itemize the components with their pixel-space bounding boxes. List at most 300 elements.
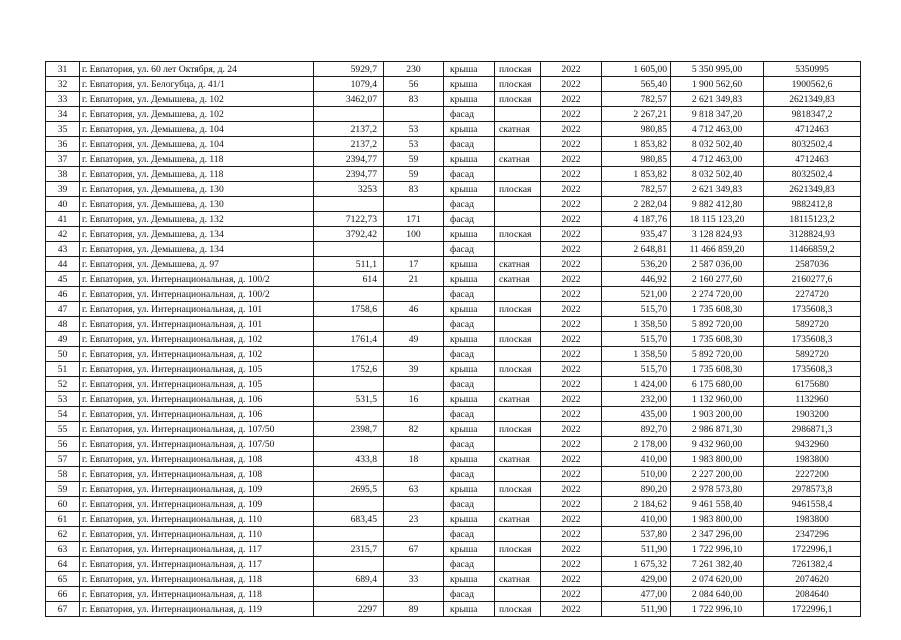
element-cell: крыша — [444, 572, 495, 587]
total-cell: 4712463 — [764, 152, 861, 167]
year-cell: 2022 — [541, 212, 602, 227]
table-row — [46, 527, 861, 542]
year-cell: 2022 — [541, 92, 602, 107]
cost-cell: 1 722 996,10 — [671, 602, 764, 617]
cost-cell: 2 347 296,00 — [671, 527, 764, 542]
year-cell: 2022 — [541, 242, 602, 257]
element-cell: фасад — [444, 497, 495, 512]
cost-cell: 4 712 463,00 — [671, 122, 764, 137]
row-number-cell: 55 — [46, 422, 80, 437]
cost-cell: 6 175 680,00 — [671, 377, 764, 392]
area-cell — [314, 557, 384, 572]
element-cell: крыша — [444, 182, 495, 197]
table-row — [46, 182, 861, 197]
cost-cell: 11 466 859,20 — [671, 242, 764, 257]
cost-cell: 2 084 640,00 — [671, 587, 764, 602]
year-cell: 2022 — [541, 197, 602, 212]
address-cell: г. Евпатория, ул. Интернациональная, д. 106 — [80, 392, 314, 407]
address-cell: г. Евпатория, ул. Интернациональная, д. 106 — [80, 407, 314, 422]
cost-cell: 2 227 200,00 — [671, 467, 764, 482]
cost-cell: 5 892 720,00 — [671, 317, 764, 332]
unit-price-cell: 935,47 — [602, 227, 671, 242]
total-cell: 1722996,1 — [764, 602, 861, 617]
total-cell: 2978573,8 — [764, 482, 861, 497]
flats-count-cell: 23 — [384, 512, 444, 527]
flats-count-cell — [384, 437, 444, 452]
area-cell — [314, 317, 384, 332]
row-number-cell: 58 — [46, 467, 80, 482]
table-row — [46, 587, 861, 602]
roof-type-cell: плоская — [495, 422, 541, 437]
table-row — [46, 137, 861, 152]
table-body — [46, 62, 861, 617]
row-number-cell: 39 — [46, 182, 80, 197]
area-cell: 7122,73 — [314, 212, 384, 227]
cost-cell: 2 621 349,83 — [671, 92, 764, 107]
roof-type-cell — [495, 212, 541, 227]
area-cell — [314, 287, 384, 302]
roof-type-cell — [495, 527, 541, 542]
area-cell: 2137,2 — [314, 122, 384, 137]
cost-cell: 1 735 608,30 — [671, 302, 764, 317]
flats-count-cell: 59 — [384, 167, 444, 182]
area-cell: 1752,6 — [314, 362, 384, 377]
roof-type-cell: плоская — [495, 602, 541, 617]
table-row — [46, 227, 861, 242]
total-cell: 2227200 — [764, 467, 861, 482]
roof-type-cell — [495, 347, 541, 362]
table-row — [46, 92, 861, 107]
total-cell: 9882412,8 — [764, 197, 861, 212]
table-row — [46, 317, 861, 332]
row-number-cell: 65 — [46, 572, 80, 587]
element-cell: крыша — [444, 482, 495, 497]
area-cell: 1758,6 — [314, 302, 384, 317]
area-cell: 531,5 — [314, 392, 384, 407]
year-cell: 2022 — [541, 497, 602, 512]
total-cell: 8032502,4 — [764, 167, 861, 182]
unit-price-cell: 511,90 — [602, 542, 671, 557]
row-number-cell: 44 — [46, 257, 80, 272]
flats-count-cell: 82 — [384, 422, 444, 437]
roof-type-cell: плоская — [495, 332, 541, 347]
cost-cell: 3 128 824,93 — [671, 227, 764, 242]
roof-type-cell: плоская — [495, 227, 541, 242]
unit-price-cell: 537,80 — [602, 527, 671, 542]
row-number-cell: 52 — [46, 377, 80, 392]
area-cell — [314, 437, 384, 452]
table-row — [46, 77, 861, 92]
row-number-cell: 46 — [46, 287, 80, 302]
total-cell: 2074620 — [764, 572, 861, 587]
flats-count-cell — [384, 347, 444, 362]
flats-count-cell — [384, 407, 444, 422]
address-cell: г. Евпатория, ул. Интернациональная, д. 105 — [80, 377, 314, 392]
element-cell: фасад — [444, 437, 495, 452]
cost-cell: 8 032 502,40 — [671, 167, 764, 182]
year-cell: 2022 — [541, 287, 602, 302]
flats-count-cell: 56 — [384, 77, 444, 92]
address-cell: г. Евпатория, ул. Интернациональная, д. 108 — [80, 467, 314, 482]
unit-price-cell: 515,70 — [602, 332, 671, 347]
year-cell: 2022 — [541, 227, 602, 242]
cost-cell: 9 882 412,80 — [671, 197, 764, 212]
roof-type-cell: скатная — [495, 122, 541, 137]
total-cell: 2587036 — [764, 257, 861, 272]
total-cell: 2621349,83 — [764, 182, 861, 197]
total-cell: 1132960 — [764, 392, 861, 407]
cost-cell: 2 978 573,80 — [671, 482, 764, 497]
year-cell: 2022 — [541, 407, 602, 422]
roof-type-cell — [495, 287, 541, 302]
element-cell: крыша — [444, 227, 495, 242]
row-number-cell: 66 — [46, 587, 80, 602]
address-cell: г. Евпатория, ул. Интернациональная, д. 118 — [80, 572, 314, 587]
unit-price-cell: 782,57 — [602, 92, 671, 107]
roof-type-cell — [495, 242, 541, 257]
row-number-cell: 56 — [46, 437, 80, 452]
flats-count-cell: 39 — [384, 362, 444, 377]
area-cell — [314, 407, 384, 422]
element-cell: фасад — [444, 137, 495, 152]
area-cell: 2398,7 — [314, 422, 384, 437]
table-row — [46, 437, 861, 452]
total-cell: 1722996,1 — [764, 542, 861, 557]
unit-price-cell: 429,00 — [602, 572, 671, 587]
year-cell: 2022 — [541, 527, 602, 542]
cost-cell: 5 892 720,00 — [671, 347, 764, 362]
total-cell: 9432960 — [764, 437, 861, 452]
year-cell: 2022 — [541, 182, 602, 197]
year-cell: 2022 — [541, 347, 602, 362]
flats-count-cell: 18 — [384, 452, 444, 467]
address-cell: г. Евпатория, ул. Демышева, д. 134 — [80, 227, 314, 242]
roof-type-cell: плоская — [495, 92, 541, 107]
roof-type-cell: плоская — [495, 362, 541, 377]
address-cell: г. Евпатория, ул. Демышева, д. 118 — [80, 167, 314, 182]
cost-cell: 1 903 200,00 — [671, 407, 764, 422]
total-cell: 2160277,6 — [764, 272, 861, 287]
element-cell: крыша — [444, 362, 495, 377]
table-row — [46, 197, 861, 212]
table-row — [46, 152, 861, 167]
roof-type-cell — [495, 317, 541, 332]
unit-price-cell: 980,85 — [602, 152, 671, 167]
table-row — [46, 482, 861, 497]
area-cell: 433,8 — [314, 452, 384, 467]
cost-cell: 2 587 036,00 — [671, 257, 764, 272]
flats-count-cell: 53 — [384, 137, 444, 152]
area-cell: 689,4 — [314, 572, 384, 587]
unit-price-cell: 1 675,32 — [602, 557, 671, 572]
row-number-cell: 32 — [46, 77, 80, 92]
unit-price-cell: 1 358,50 — [602, 317, 671, 332]
table-row — [46, 452, 861, 467]
element-cell: фасад — [444, 212, 495, 227]
row-number-cell: 36 — [46, 137, 80, 152]
unit-price-cell: 515,70 — [602, 302, 671, 317]
roof-type-cell — [495, 557, 541, 572]
flats-count-cell — [384, 317, 444, 332]
area-cell — [314, 107, 384, 122]
area-cell — [314, 467, 384, 482]
year-cell: 2022 — [541, 512, 602, 527]
roof-type-cell — [495, 497, 541, 512]
total-cell: 1983800 — [764, 452, 861, 467]
table-row — [46, 407, 861, 422]
table-row — [46, 332, 861, 347]
year-cell: 2022 — [541, 557, 602, 572]
total-cell: 9461558,4 — [764, 497, 861, 512]
row-number-cell: 63 — [46, 542, 80, 557]
year-cell: 2022 — [541, 332, 602, 347]
cost-cell: 2 621 349,83 — [671, 182, 764, 197]
address-cell: г. Евпатория, ул. Интернациональная, д. 100/2 — [80, 287, 314, 302]
element-cell: крыша — [444, 77, 495, 92]
table-row — [46, 467, 861, 482]
address-cell: г. Евпатория, ул. Демышева, д. 134 — [80, 242, 314, 257]
element-cell: крыша — [444, 422, 495, 437]
row-number-cell: 57 — [46, 452, 80, 467]
area-cell: 683,45 — [314, 512, 384, 527]
unit-price-cell: 1 358,50 — [602, 347, 671, 362]
roof-type-cell — [495, 587, 541, 602]
cost-cell: 8 032 502,40 — [671, 137, 764, 152]
cost-cell: 9 818 347,20 — [671, 107, 764, 122]
roof-type-cell: плоская — [495, 542, 541, 557]
element-cell: крыша — [444, 332, 495, 347]
element-cell: фасад — [444, 557, 495, 572]
roof-type-cell: скатная — [495, 257, 541, 272]
element-cell: фасад — [444, 107, 495, 122]
row-number-cell: 38 — [46, 167, 80, 182]
cost-cell: 1 735 608,30 — [671, 332, 764, 347]
element-cell: фасад — [444, 287, 495, 302]
unit-price-cell: 782,57 — [602, 182, 671, 197]
roof-type-cell — [495, 137, 541, 152]
unit-price-cell: 521,00 — [602, 287, 671, 302]
address-cell: г. Евпатория, ул. Интернациональная, д. 117 — [80, 542, 314, 557]
address-cell: г. Евпатория, ул. Интернациональная, д. 107/50 — [80, 422, 314, 437]
area-cell: 2315,7 — [314, 542, 384, 557]
year-cell: 2022 — [541, 587, 602, 602]
cost-cell: 1 900 562,60 — [671, 77, 764, 92]
year-cell: 2022 — [541, 362, 602, 377]
table-row — [46, 542, 861, 557]
address-cell: г. Евпатория, ул. Интернациональная, д. 105 — [80, 362, 314, 377]
table-row — [46, 602, 861, 617]
area-cell: 3792,42 — [314, 227, 384, 242]
element-cell: крыша — [444, 512, 495, 527]
roof-type-cell — [495, 467, 541, 482]
address-cell: г. Евпатория, ул. Демышева, д. 102 — [80, 92, 314, 107]
flats-count-cell: 89 — [384, 602, 444, 617]
area-cell: 511,1 — [314, 257, 384, 272]
roof-type-cell: скатная — [495, 392, 541, 407]
address-cell: г. Евпатория, ул. Демышева, д. 104 — [80, 137, 314, 152]
table-row — [46, 62, 861, 77]
roof-type-cell: скатная — [495, 272, 541, 287]
total-cell: 2084640 — [764, 587, 861, 602]
address-cell: г. Евпатория, ул. Интернациональная, д. 102 — [80, 332, 314, 347]
year-cell: 2022 — [541, 302, 602, 317]
row-number-cell: 37 — [46, 152, 80, 167]
address-cell: г. Евпатория, ул. Интернациональная, д. 101 — [80, 302, 314, 317]
unit-price-cell: 892,70 — [602, 422, 671, 437]
year-cell: 2022 — [541, 392, 602, 407]
total-cell: 6175680 — [764, 377, 861, 392]
area-cell: 2137,2 — [314, 137, 384, 152]
address-cell: г. Евпатория, ул. Интернациональная, д. 118 — [80, 587, 314, 602]
row-number-cell: 61 — [46, 512, 80, 527]
table-row — [46, 122, 861, 137]
table-row — [46, 272, 861, 287]
year-cell: 2022 — [541, 317, 602, 332]
row-number-cell: 41 — [46, 212, 80, 227]
total-cell: 1900562,6 — [764, 77, 861, 92]
element-cell: фасад — [444, 467, 495, 482]
area-cell: 614 — [314, 272, 384, 287]
total-cell: 1903200 — [764, 407, 861, 422]
year-cell: 2022 — [541, 137, 602, 152]
flats-count-cell: 59 — [384, 152, 444, 167]
area-cell: 2394,77 — [314, 167, 384, 182]
total-cell: 18115123,2 — [764, 212, 861, 227]
total-cell: 5350995 — [764, 62, 861, 77]
year-cell: 2022 — [541, 272, 602, 287]
flats-count-cell — [384, 527, 444, 542]
roof-type-cell: скатная — [495, 572, 541, 587]
total-cell: 3128824,93 — [764, 227, 861, 242]
unit-price-cell: 2 178,00 — [602, 437, 671, 452]
total-cell: 2986871,3 — [764, 422, 861, 437]
flats-count-cell: 171 — [384, 212, 444, 227]
element-cell: фасад — [444, 242, 495, 257]
area-cell — [314, 497, 384, 512]
year-cell: 2022 — [541, 107, 602, 122]
address-cell: г. Евпатория, ул. Интернациональная, д. 100/2 — [80, 272, 314, 287]
element-cell: крыша — [444, 257, 495, 272]
total-cell: 1735608,3 — [764, 302, 861, 317]
total-cell: 1735608,3 — [764, 332, 861, 347]
year-cell: 2022 — [541, 572, 602, 587]
repair-schedule-table — [45, 61, 861, 617]
cost-cell: 4 712 463,00 — [671, 152, 764, 167]
roof-type-cell: плоская — [495, 302, 541, 317]
element-cell: фасад — [444, 407, 495, 422]
cost-cell: 9 432 960,00 — [671, 437, 764, 452]
row-number-cell: 47 — [46, 302, 80, 317]
unit-price-cell: 4 187,76 — [602, 212, 671, 227]
row-number-cell: 51 — [46, 362, 80, 377]
element-cell: фасад — [444, 167, 495, 182]
cost-cell: 9 461 558,40 — [671, 497, 764, 512]
row-number-cell: 50 — [46, 347, 80, 362]
cost-cell: 2 986 871,30 — [671, 422, 764, 437]
unit-price-cell: 511,90 — [602, 602, 671, 617]
flats-count-cell — [384, 557, 444, 572]
area-cell: 3253 — [314, 182, 384, 197]
table-row — [46, 242, 861, 257]
flats-count-cell: 83 — [384, 182, 444, 197]
row-number-cell: 48 — [46, 317, 80, 332]
row-number-cell: 43 — [46, 242, 80, 257]
year-cell: 2022 — [541, 377, 602, 392]
address-cell: г. Евпатория, ул. Демышева, д. 102 — [80, 107, 314, 122]
address-cell: г. Евпатория, ул. Интернациональная, д. 102 — [80, 347, 314, 362]
table-row — [46, 377, 861, 392]
area-cell: 2695,5 — [314, 482, 384, 497]
element-cell: фасад — [444, 587, 495, 602]
element-cell: крыша — [444, 452, 495, 467]
total-cell: 9818347,2 — [764, 107, 861, 122]
address-cell: г. Евпатория, ул. Интернациональная, д. 117 — [80, 557, 314, 572]
element-cell: фасад — [444, 347, 495, 362]
unit-price-cell: 477,00 — [602, 587, 671, 602]
area-cell: 2297 — [314, 602, 384, 617]
table-row — [46, 347, 861, 362]
address-cell: г. Евпатория, ул. 60 лет Октября, д. 24 — [80, 62, 314, 77]
area-cell — [314, 242, 384, 257]
total-cell: 1983800 — [764, 512, 861, 527]
year-cell: 2022 — [541, 482, 602, 497]
flats-count-cell: 63 — [384, 482, 444, 497]
unit-price-cell: 890,20 — [602, 482, 671, 497]
element-cell: фасад — [444, 197, 495, 212]
year-cell: 2022 — [541, 152, 602, 167]
flats-count-cell: 230 — [384, 62, 444, 77]
total-cell: 7261382,4 — [764, 557, 861, 572]
element-cell: крыша — [444, 92, 495, 107]
cost-cell: 5 350 995,00 — [671, 62, 764, 77]
year-cell: 2022 — [541, 62, 602, 77]
area-cell — [314, 527, 384, 542]
row-number-cell: 64 — [46, 557, 80, 572]
roof-type-cell — [495, 437, 541, 452]
address-cell: г. Евпатория, ул. Интернациональная, д. 107/50 — [80, 437, 314, 452]
total-cell: 4712463 — [764, 122, 861, 137]
row-number-cell: 60 — [46, 497, 80, 512]
unit-price-cell: 536,20 — [602, 257, 671, 272]
element-cell: крыша — [444, 62, 495, 77]
unit-price-cell: 1 853,82 — [602, 137, 671, 152]
address-cell: г. Евпатория, ул. Интернациональная, д. 109 — [80, 497, 314, 512]
row-number-cell: 54 — [46, 407, 80, 422]
unit-price-cell: 515,70 — [602, 362, 671, 377]
unit-price-cell: 1 424,00 — [602, 377, 671, 392]
table-row — [46, 497, 861, 512]
flats-count-cell: 46 — [384, 302, 444, 317]
element-cell: фасад — [444, 317, 495, 332]
flats-count-cell — [384, 467, 444, 482]
table-row — [46, 212, 861, 227]
unit-price-cell: 980,85 — [602, 122, 671, 137]
address-cell: г. Евпатория, ул. Интернациональная, д. 108 — [80, 452, 314, 467]
unit-price-cell: 2 184,62 — [602, 497, 671, 512]
address-cell: г. Евпатория, ул. Интернациональная, д. 110 — [80, 527, 314, 542]
flats-count-cell — [384, 377, 444, 392]
cost-cell: 1 983 800,00 — [671, 452, 764, 467]
element-cell: крыша — [444, 392, 495, 407]
year-cell: 2022 — [541, 467, 602, 482]
address-cell: г. Евпатория, ул. Демышева, д. 97 — [80, 257, 314, 272]
total-cell: 2621349,83 — [764, 92, 861, 107]
table-row — [46, 512, 861, 527]
cost-cell: 1 132 960,00 — [671, 392, 764, 407]
cost-cell: 2 274 720,00 — [671, 287, 764, 302]
flats-count-cell — [384, 287, 444, 302]
cost-cell: 18 115 123,20 — [671, 212, 764, 227]
